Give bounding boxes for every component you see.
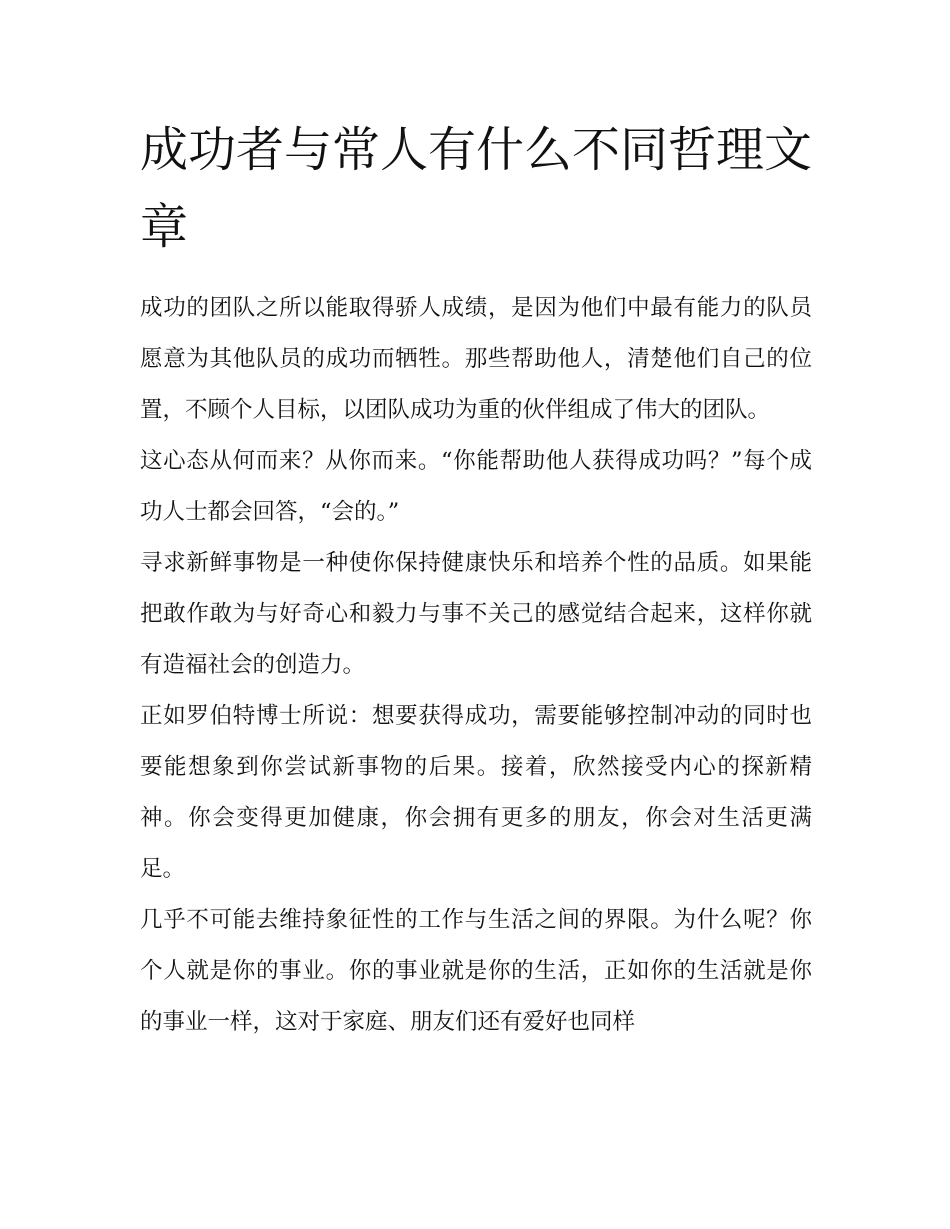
paragraph-mindset: 这心态从何而来？从你而来。“你能帮助他人获得成功吗？”每个成功人士都会回答，“会的。” bbox=[140, 448, 812, 525]
paragraph-novelty: 寻求新鲜事物是一种使你保持健康快乐和培养个性的品质。如果能把敢作敢为与好奇心和毅力与事不关己的感觉结合起来，这样你就有造福社会的创造力。 bbox=[140, 550, 812, 678]
paragraph-work-life: 几乎不可能去维持象征性的工作与生活之间的界限。为什么呢？你个人就是你的事业。你的事业就是你的生活，正如你的生活就是你的事业一样，这对于家庭、朋友们还有爱好也同样 bbox=[140, 907, 812, 1035]
paragraph-list bbox=[140, 283, 812, 1048]
document-body bbox=[140, 112, 812, 1048]
paragraph-robert-quote: 正如罗伯特博士所说：想要获得成功，需要能够控制冲动的同时也要能想象到你尝试新事物的后果。接着，欣然接受内心的探新精神。你会变得更加健康，你会拥有更多的朋友，你会对生活更满足。 bbox=[140, 703, 812, 882]
document-title: 成功者与常人有什么不同哲理文章 bbox=[140, 122, 813, 255]
paragraph-team-success: 成功的团队之所以能取得骄人成绩，是因为他们中最有能力的队员愿意为其他队员的成功而牺牲。那些帮助他人，清楚他们自己的位置，不顾个人目标，以团队成功为重的伙伴组成了伟大的团队。 bbox=[140, 295, 812, 423]
